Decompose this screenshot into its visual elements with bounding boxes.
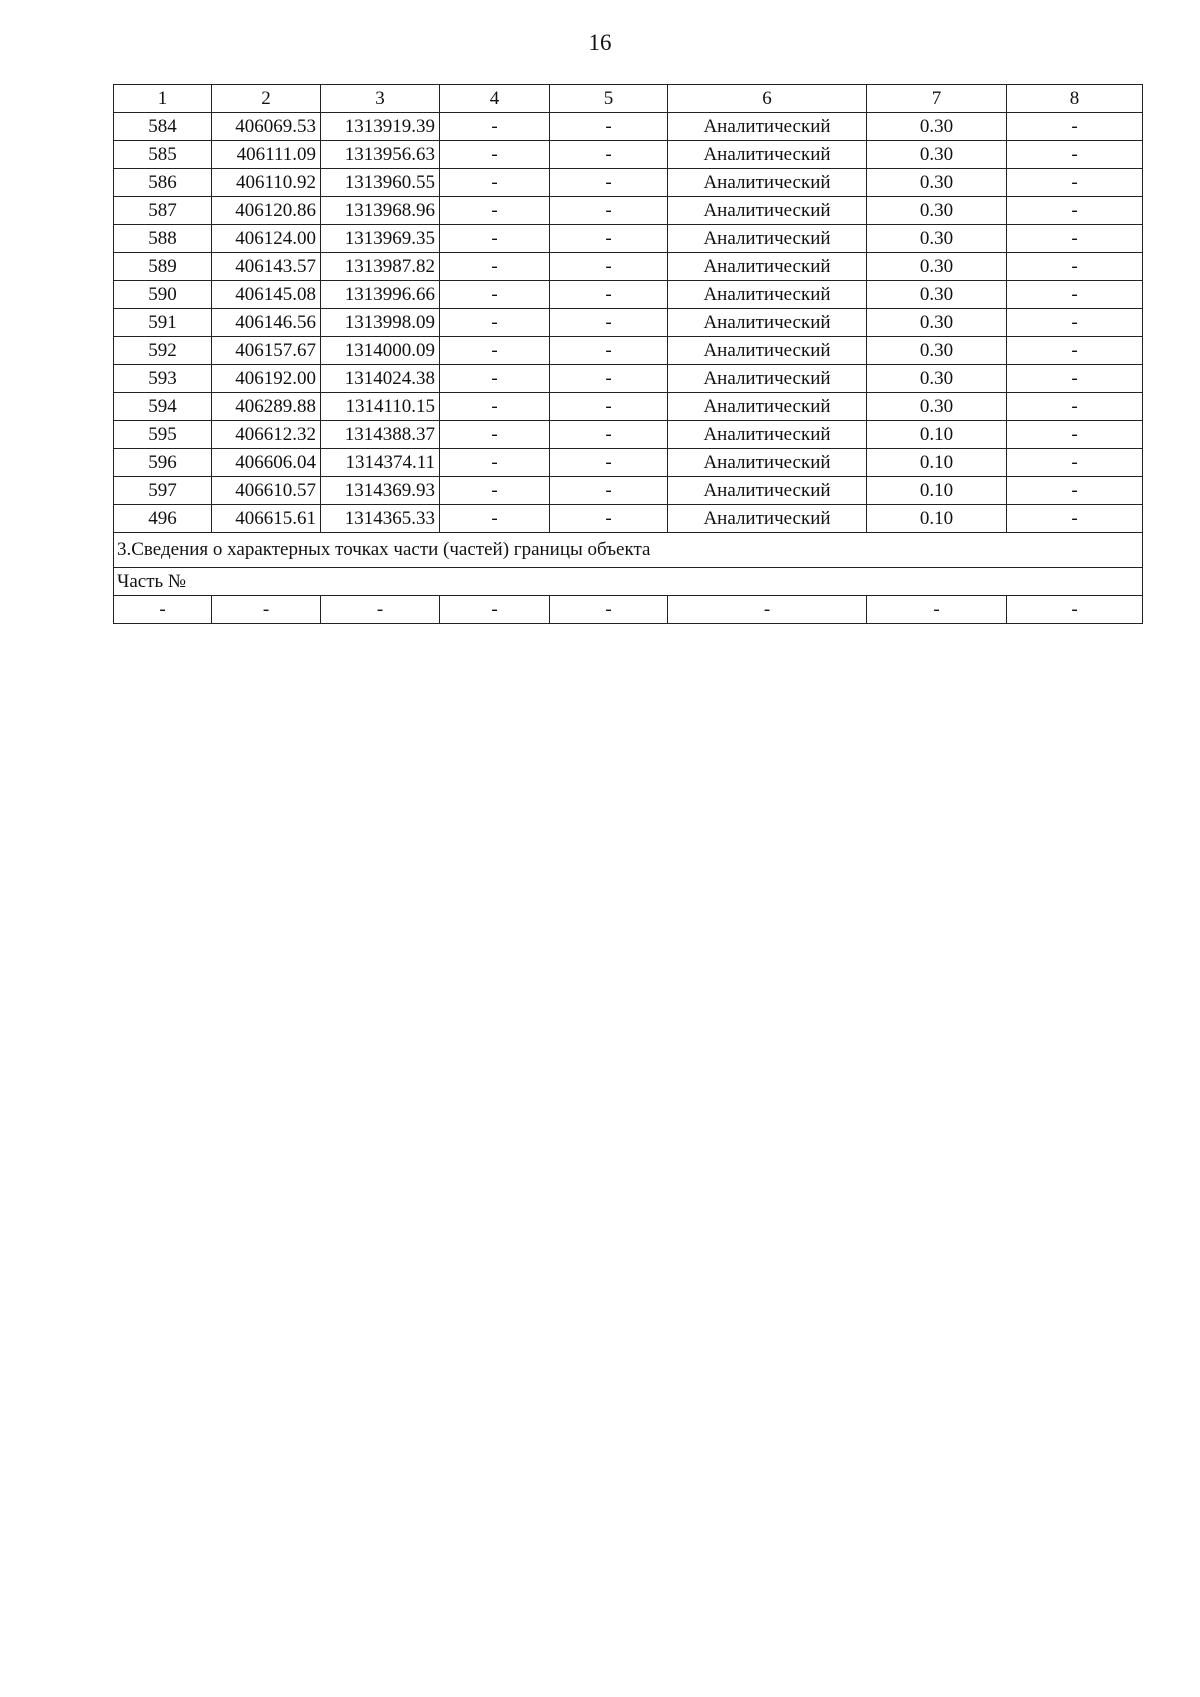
table-cell: Аналитический [668, 281, 867, 309]
table-cell: - [440, 421, 550, 449]
table-cell: 406143.57 [212, 253, 321, 281]
coordinates-table [113, 84, 1143, 624]
table-cell: 0.30 [867, 309, 1007, 337]
table-cell: - [1007, 169, 1143, 197]
table-cell: - [440, 141, 550, 169]
column-header: 2 [212, 85, 321, 113]
table-cell: - [1007, 477, 1143, 505]
table-row [114, 365, 1143, 393]
column-header: 3 [321, 85, 440, 113]
table-cell: 1313987.82 [321, 253, 440, 281]
table-cell: - [1007, 421, 1143, 449]
table-cell: - [867, 596, 1007, 624]
part-label-row [114, 568, 1143, 596]
table-cell: - [440, 113, 550, 141]
table-cell: - [550, 253, 668, 281]
table-cell: - [550, 141, 668, 169]
table-row [114, 141, 1143, 169]
table-cell: 0.10 [867, 449, 1007, 477]
table-header-row [114, 85, 1143, 113]
table-cell: 0.10 [867, 505, 1007, 533]
table-cell: Аналитический [668, 253, 867, 281]
table-cell: 0.10 [867, 421, 1007, 449]
table-cell: Аналитический [668, 309, 867, 337]
table-cell: - [550, 309, 668, 337]
table-row [114, 337, 1143, 365]
table-cell: - [440, 281, 550, 309]
table-cell: - [440, 337, 550, 365]
table-cell: - [1007, 309, 1143, 337]
table-cell: 586 [114, 169, 212, 197]
table-cell: 0.30 [867, 169, 1007, 197]
table-cell: - [550, 505, 668, 533]
table-cell: 0.30 [867, 113, 1007, 141]
table-cell: - [550, 113, 668, 141]
table-cell: - [440, 197, 550, 225]
table-cell: 1314000.09 [321, 337, 440, 365]
table-cell: Аналитический [668, 505, 867, 533]
table-cell: 0.30 [867, 365, 1007, 393]
table-cell: 406289.88 [212, 393, 321, 421]
table-cell: - [440, 393, 550, 421]
table-cell: Аналитический [668, 169, 867, 197]
table-cell: - [1007, 281, 1143, 309]
column-header: 8 [1007, 85, 1143, 113]
table-cell: 406120.86 [212, 197, 321, 225]
table-cell: 1314024.38 [321, 365, 440, 393]
table-cell: 0.30 [867, 141, 1007, 169]
table-cell: 406146.56 [212, 309, 321, 337]
table-cell: - [550, 281, 668, 309]
table-cell: - [440, 309, 550, 337]
table-cell: - [440, 596, 550, 624]
table-cell: 595 [114, 421, 212, 449]
section-title-row [114, 533, 1143, 568]
table-cell: 406610.57 [212, 477, 321, 505]
table-cell: - [550, 225, 668, 253]
table-cell: 584 [114, 113, 212, 141]
table-row [114, 393, 1143, 421]
table-cell: - [440, 365, 550, 393]
table-cell: Аналитический [668, 141, 867, 169]
table-row [114, 281, 1143, 309]
table-cell: Аналитический [668, 365, 867, 393]
table-cell: 1314110.15 [321, 393, 440, 421]
table-cell: Аналитический [668, 225, 867, 253]
table-cell: 589 [114, 253, 212, 281]
column-header: 5 [550, 85, 668, 113]
table-cell: 1313996.66 [321, 281, 440, 309]
table-cell: 588 [114, 225, 212, 253]
table-cell: Аналитический [668, 337, 867, 365]
table-cell: - [440, 169, 550, 197]
table-cell: - [550, 449, 668, 477]
table-row [114, 449, 1143, 477]
table-cell: 406111.09 [212, 141, 321, 169]
table-row [114, 421, 1143, 449]
table-cell: - [1007, 253, 1143, 281]
table-cell: 585 [114, 141, 212, 169]
column-header: 7 [867, 85, 1007, 113]
table-body [114, 85, 1143, 624]
table-cell: - [1007, 225, 1143, 253]
table-cell: 590 [114, 281, 212, 309]
table-cell: 406606.04 [212, 449, 321, 477]
table-cell: Аналитический [668, 449, 867, 477]
table-cell: - [550, 169, 668, 197]
table-row [114, 477, 1143, 505]
table-cell: 406612.32 [212, 421, 321, 449]
table-cell: - [550, 421, 668, 449]
table-cell: 496 [114, 505, 212, 533]
part-label: Часть № [114, 568, 1143, 596]
table-cell: - [1007, 505, 1143, 533]
table-row [114, 197, 1143, 225]
table-cell: - [1007, 596, 1143, 624]
table-cell: - [550, 337, 668, 365]
table-cell: 0.30 [867, 225, 1007, 253]
table-cell: 1313956.63 [321, 141, 440, 169]
table-cell: - [550, 596, 668, 624]
table-cell: Аналитический [668, 197, 867, 225]
column-header: 6 [668, 85, 867, 113]
table-cell: 0.30 [867, 253, 1007, 281]
column-header: 4 [440, 85, 550, 113]
table-cell: - [440, 449, 550, 477]
table-cell: - [440, 225, 550, 253]
table-cell: 0.30 [867, 393, 1007, 421]
table-cell: 1314374.11 [321, 449, 440, 477]
table-row [114, 309, 1143, 337]
table-cell: Аналитический [668, 477, 867, 505]
table-cell: 593 [114, 365, 212, 393]
table-cell: - [550, 477, 668, 505]
table-cell: 591 [114, 309, 212, 337]
table-row [114, 169, 1143, 197]
table-cell: 0.30 [867, 281, 1007, 309]
table-cell: Аналитический [668, 113, 867, 141]
table-cell: 406110.92 [212, 169, 321, 197]
table-cell: 406615.61 [212, 505, 321, 533]
table-cell: 596 [114, 449, 212, 477]
table-cell: - [1007, 113, 1143, 141]
table-cell: 406124.00 [212, 225, 321, 253]
table-cell: 1314369.93 [321, 477, 440, 505]
table-cell: - [114, 596, 212, 624]
table-cell: - [440, 253, 550, 281]
table-cell: 406192.00 [212, 365, 321, 393]
table-cell: - [1007, 365, 1143, 393]
table-cell: 592 [114, 337, 212, 365]
table-cell: 1313998.09 [321, 309, 440, 337]
table-cell: 0.30 [867, 337, 1007, 365]
table-cell: 597 [114, 477, 212, 505]
table-cell: 0.10 [867, 477, 1007, 505]
table-cell: - [668, 596, 867, 624]
table-row [114, 225, 1143, 253]
table-cell: - [1007, 337, 1143, 365]
table-cell: - [550, 393, 668, 421]
table-cell: 1313960.55 [321, 169, 440, 197]
part-data-row [114, 596, 1143, 624]
section-title: 3.Сведения о характерных точках части (частей) границы объекта [114, 533, 1143, 568]
table-cell: - [550, 365, 668, 393]
column-header: 1 [114, 85, 212, 113]
table-cell: 594 [114, 393, 212, 421]
table-cell: 1313968.96 [321, 197, 440, 225]
table-cell: Аналитический [668, 393, 867, 421]
table-cell: 1314365.33 [321, 505, 440, 533]
table-cell: 1313969.35 [321, 225, 440, 253]
table-cell: - [1007, 393, 1143, 421]
table-cell: Аналитический [668, 421, 867, 449]
table-cell: - [321, 596, 440, 624]
table-cell: - [212, 596, 321, 624]
table-cell: - [550, 197, 668, 225]
table-cell: - [1007, 449, 1143, 477]
table-cell: - [1007, 141, 1143, 169]
table-cell: 1313919.39 [321, 113, 440, 141]
table-cell: - [440, 477, 550, 505]
table-row [114, 253, 1143, 281]
table-cell: - [1007, 197, 1143, 225]
table-row [114, 505, 1143, 533]
table-cell: 406069.53 [212, 113, 321, 141]
page-number: 16 [588, 30, 612, 55]
table-row [114, 113, 1143, 141]
table-cell: 0.30 [867, 197, 1007, 225]
table-cell: 406145.08 [212, 281, 321, 309]
table-cell: 587 [114, 197, 212, 225]
table-cell: - [440, 505, 550, 533]
table-cell: 406157.67 [212, 337, 321, 365]
table-cell: 1314388.37 [321, 421, 440, 449]
